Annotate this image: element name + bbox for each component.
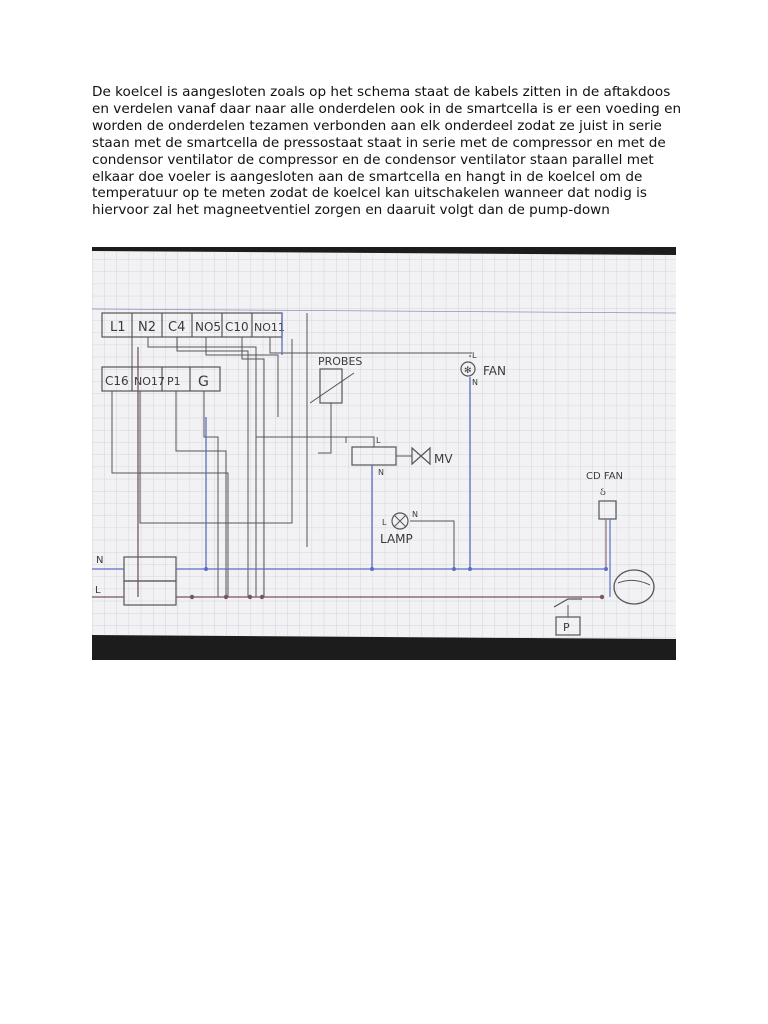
terminal-c4: C4 (168, 320, 186, 335)
mv-n-label: N (378, 468, 384, 477)
supply-l-label: L (95, 585, 101, 596)
mv-label: MV (434, 452, 453, 466)
cd-fan-label: CD FAN (586, 471, 624, 482)
lamp-n-label: N (412, 510, 418, 519)
fan-l-label: L (472, 351, 477, 360)
pressostat-label: P (563, 621, 570, 634)
fan-n-label: N (472, 378, 478, 387)
terminal-n2: N2 (138, 320, 156, 335)
terminal-no5: NO5 (195, 320, 222, 334)
probes-label: PROBES (318, 355, 363, 368)
supply-n-label: N (96, 555, 104, 566)
wiring-diagram-photo (92, 247, 676, 660)
terminal-no17: NO17 (134, 375, 165, 388)
svg-text:✻: ✻ (464, 366, 472, 376)
lamp-l-label: L (382, 518, 387, 527)
terminal-no11: NO11 (254, 321, 285, 334)
terminal-l1: L1 (110, 320, 126, 335)
lamp-label: LAMP (380, 532, 413, 546)
terminal-c10: C10 (225, 320, 249, 334)
terminal-g: G (198, 374, 209, 390)
description-paragraph: De koelcel is aangesloten zoals op het schema staat de kabels zitten in de aftakdoos en verdelen vanaf daar naar alle onderdelen ook in de smartcella is er een voeding en worden de onderdelen tezamen verbonden aan elk onderdeel zodat ze juist in serie staan met de smartcella de pressostaat staat in serie met de compressor en met de condensor ventilator de compressor en de condensor ventilator staan parallel met elkaar doe voeler is aangesloten aan de smartcella en hangt in de koelcel om de temperatuur op te meten zodat de koelcel kan uitschakelen wanneer dat nodig is hiervoor zal het magneetventiel zorgen en daaruit volgt dan de pump-down (92, 84, 682, 219)
fan-label: FAN (483, 364, 506, 378)
terminal-p1: P1 (167, 375, 181, 388)
mv-l-label: L (376, 436, 381, 445)
terminal-c16: C16 (105, 374, 129, 388)
cd-fan-icon: ઠ (600, 487, 606, 498)
